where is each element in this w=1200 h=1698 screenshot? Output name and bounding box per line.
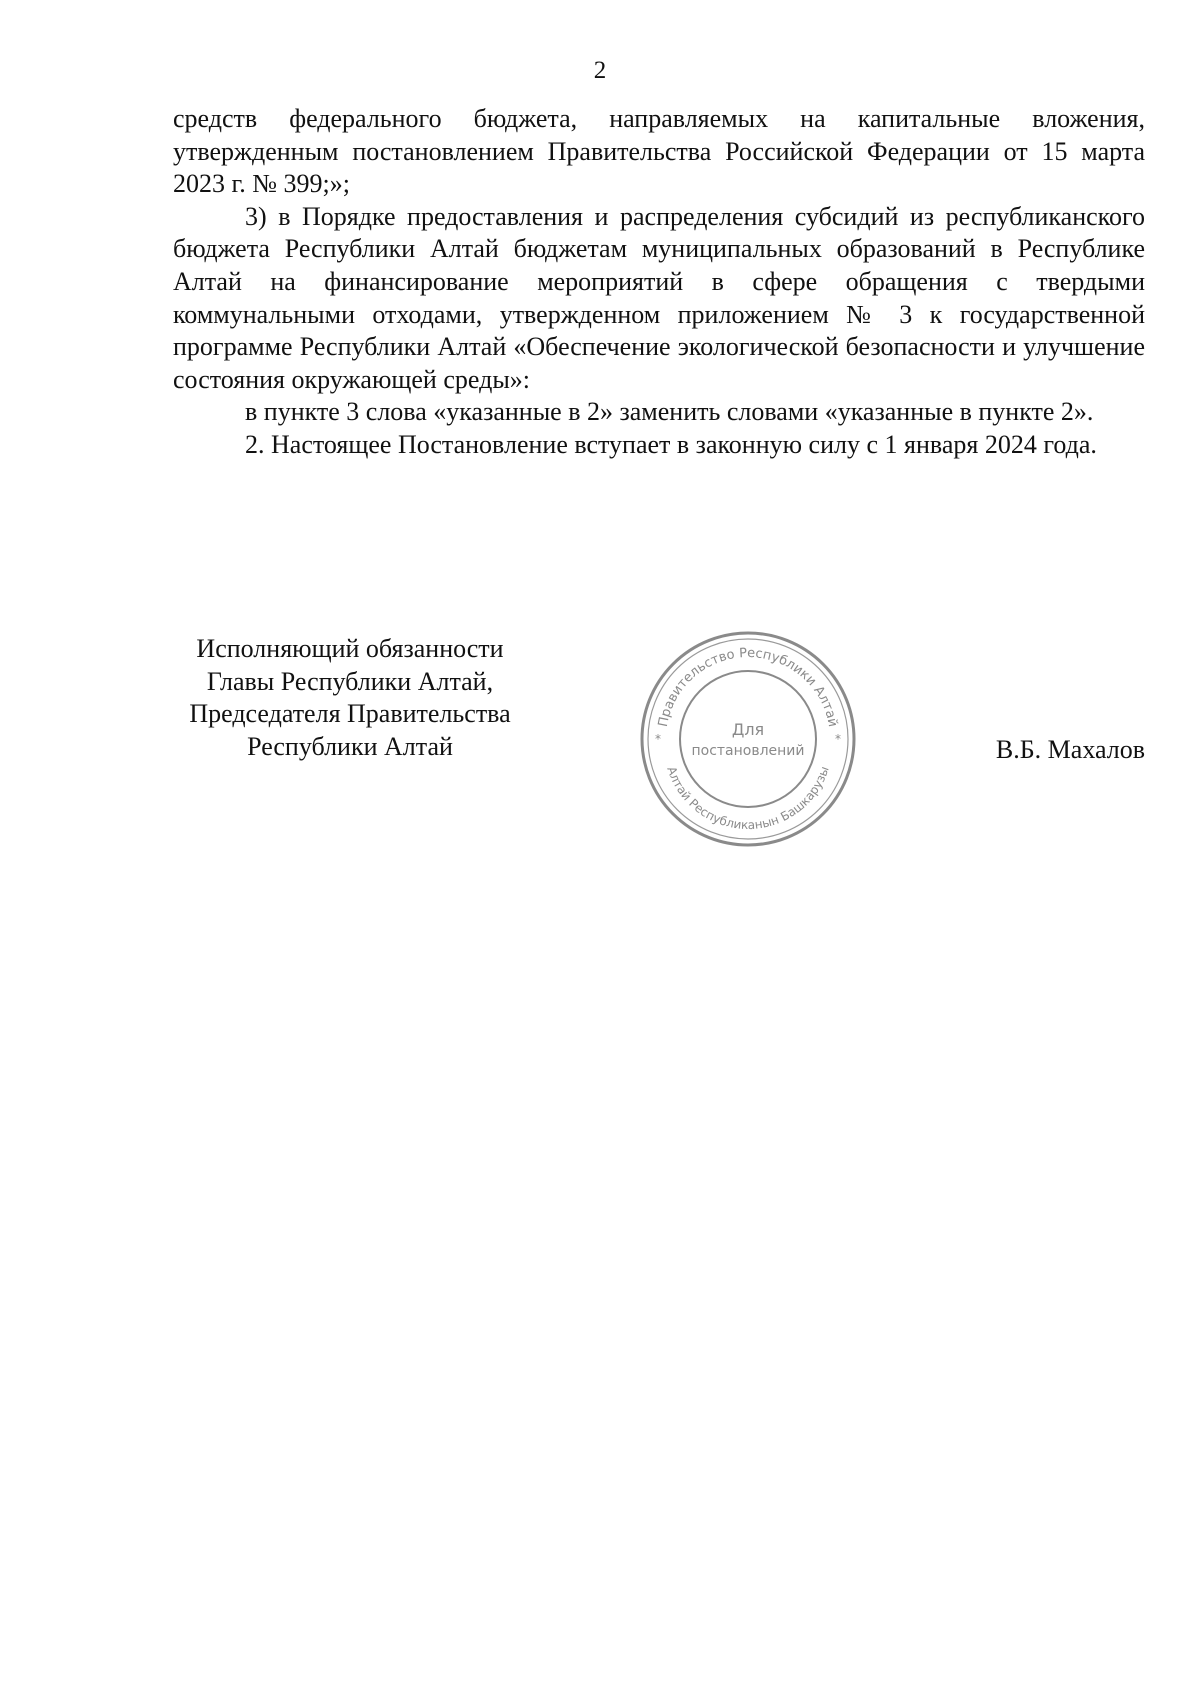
paragraph-item-3: 3) в Порядке предоставления и распределения субсидий из республиканского бюджета Республики Алтай бюджетам муниципальных образований в Республике Алтай на финансирование мероприятий в сфере обращения с твердыми коммунальными отходами, утвержденном приложением № 3 к государственной программе Республики Алтай «Обеспечение экологической безопасности и улучшение состояния окружающей среды»: xyxy=(173,201,1145,394)
official-seal xyxy=(636,627,860,851)
signatory-position-line: Главы Республики Алтай, xyxy=(206,666,494,696)
paragraph-continuation: средств федерального бюджета, направляемых на капитальные вложения, утвержденным постановлением Правительства Российской Федерации от 15 марта 2023 г. № 399;»; xyxy=(173,104,1145,199)
paragraph-effective-date: 2. Настоящее Постановление вступает в законную силу с 1 января 2024 года. xyxy=(245,429,1097,459)
seal-star-left-icon: * xyxy=(655,732,661,746)
seal-star-right-icon: * xyxy=(835,732,841,746)
seal-outer-ring xyxy=(642,633,854,845)
seal-outer-text-top: Правительство Республики Алтай xyxy=(655,645,841,729)
seal-center-line-2: постановлений xyxy=(691,743,805,759)
signatory-position xyxy=(170,633,530,763)
page-number: 2 xyxy=(593,57,607,84)
signatory-position-line: Исполняющий обязанности xyxy=(196,634,504,663)
seal-outer-ring-inner xyxy=(648,639,848,839)
seal-outer-text-bottom: Алтай Республиканын Башкарузы xyxy=(664,764,832,833)
document-body xyxy=(173,103,1145,462)
paragraph-amendment: в пункте 3 слова «указанные в 2» заменить словами «указанные в пункте 2». xyxy=(245,397,1094,427)
seal-inner-ring xyxy=(680,671,816,807)
seal-center-line-1: Для xyxy=(731,720,765,739)
signatory-position-line: Республики Алтай xyxy=(247,731,453,761)
signatory-position-line: Председателя Правительства xyxy=(189,699,511,729)
signatory-name: В.Б. Махалов xyxy=(995,735,1145,764)
